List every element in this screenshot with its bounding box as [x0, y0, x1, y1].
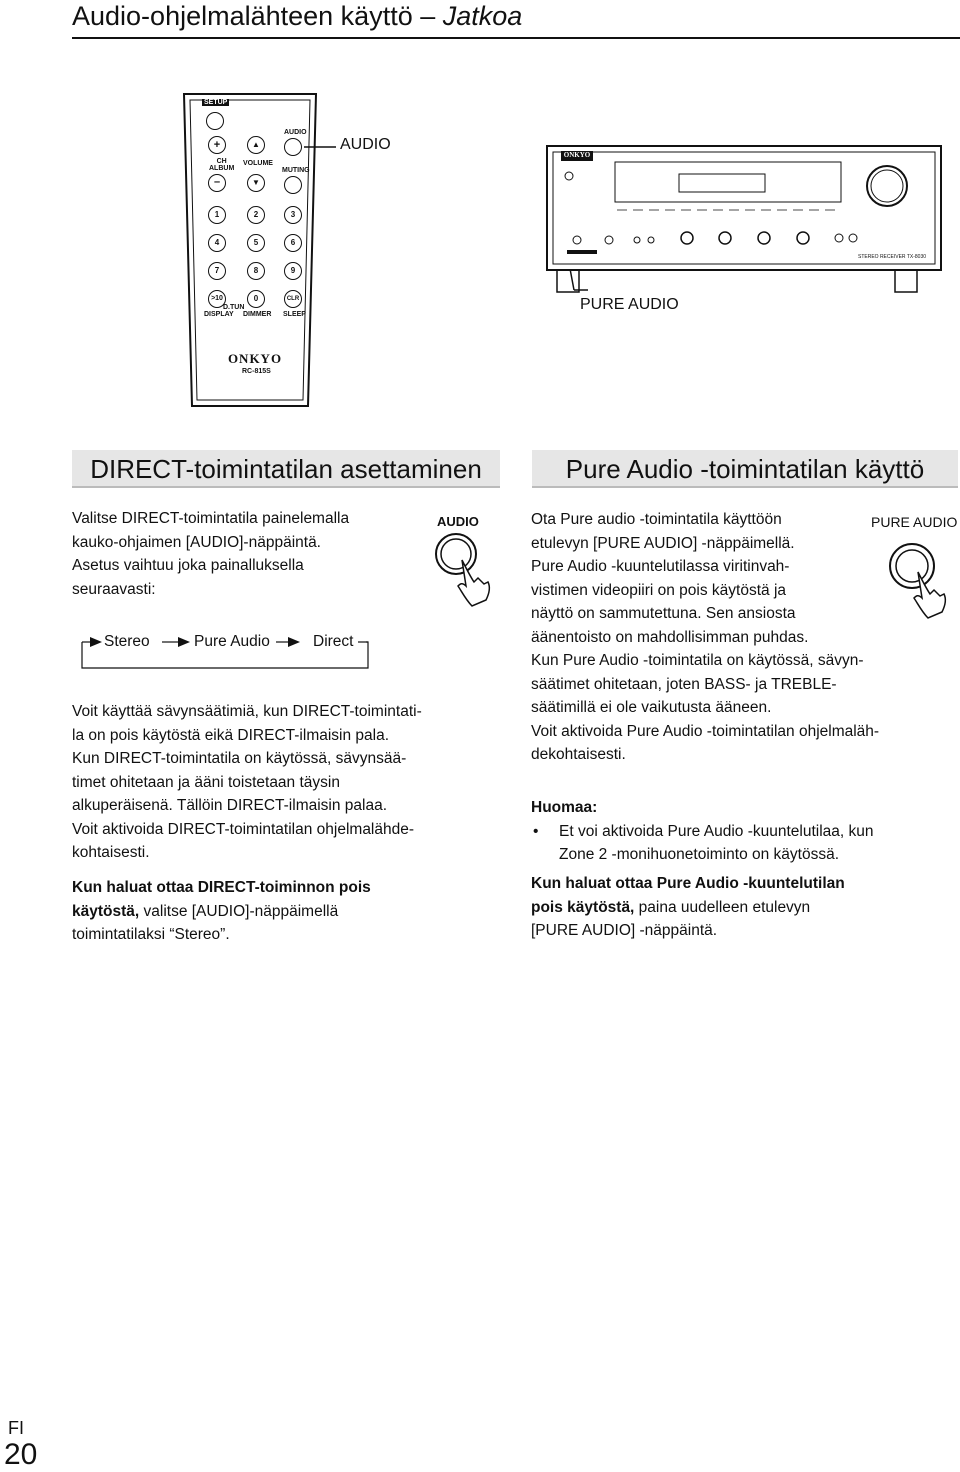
left-desc-line: kohtaisesti. — [72, 844, 150, 861]
right-desc-line: Ota Pure audio -toimintatila käyttöön — [531, 511, 782, 528]
digit-label: 7 — [214, 266, 220, 275]
digit-label: 2 — [253, 210, 259, 219]
down-glyph: ▼ — [252, 178, 260, 187]
audio-button-press-icon — [432, 530, 502, 610]
receiver-model-prefix: STEREO RECEIVER — [858, 254, 906, 260]
channel-up-button[interactable] — [208, 136, 226, 154]
left-description — [72, 700, 502, 865]
digit-0-button[interactable] — [247, 290, 265, 308]
digit-label: 0 — [253, 294, 259, 303]
left-intro-line: kauko-ohjaimen [AUDIO]-näppäintä. — [72, 533, 321, 551]
digit-7-button[interactable] — [208, 262, 226, 280]
right-notes — [531, 796, 959, 867]
right-disable-text: paina uudelleen etulevyn — [634, 898, 811, 916]
left-section-title: DIRECT-toimintatilan asettaminen — [90, 454, 482, 484]
left-desc-line: alkuperäisenä. Tällöin DIRECT-ilmaisin palaa. — [72, 797, 388, 814]
page-number: 20 — [4, 1438, 38, 1471]
right-desc-line: näyttö on sammutettuna. Sen ansiosta — [531, 605, 796, 622]
receiver-brand-logo: ONKYO — [563, 151, 591, 159]
note-item — [559, 820, 959, 867]
dimmer-label: DIMMER — [243, 311, 272, 318]
left-disable-bold: Kun haluat ottaa DIRECT-toiminnon pois — [72, 879, 371, 896]
right-description — [531, 508, 959, 767]
digit-label: 1 — [214, 210, 220, 219]
digit-label: 5 — [253, 238, 259, 247]
right-section-title: Pure Audio -toimintatilan käyttö — [565, 454, 925, 484]
left-disable-text: valitse [AUDIO]-näppäimellä — [139, 902, 339, 920]
left-intro-line: Asetus vaihtuu joka painalluksella — [72, 557, 304, 574]
up-glyph: ▲ — [252, 140, 260, 149]
pure-audio-button-label: PURE AUDIO — [871, 514, 958, 530]
audio-label: AUDIO — [284, 129, 307, 136]
right-desc-line: äänentoisto on mahdollisimman puhdas. — [531, 628, 809, 646]
setup-label: SETUP — [204, 99, 228, 106]
setup-button[interactable] — [206, 112, 224, 130]
right-disable-bold: Kun haluat ottaa Pure Audio -kuuntelutilan — [531, 875, 845, 892]
right-desc-line: Kun Pure Audio -toimintatila on käytössä, sävyn- — [531, 652, 864, 669]
right-section-header — [532, 450, 958, 488]
digit-2-button[interactable] — [247, 206, 265, 224]
header-rule — [72, 37, 960, 39]
dtun-label: D.TUN — [223, 304, 245, 311]
callout-pure-audio: PURE AUDIO — [580, 296, 679, 313]
right-disable-text: [PURE AUDIO] -näppäintä. — [531, 922, 718, 939]
remote-brand-logo: ONKYO — [227, 351, 283, 366]
flow-pure-audio: Pure Audio — [194, 633, 270, 650]
digit-4-button[interactable] — [208, 234, 226, 252]
right-desc-line: säätimillä ei ole vaikutusta ääneen. — [531, 699, 772, 716]
remote-model-label: RC-815S — [242, 368, 271, 375]
right-desc-line: dekohtaisesti. — [531, 746, 626, 763]
note-list — [531, 820, 959, 867]
left-intro — [72, 507, 432, 601]
clr-label: CLR — [286, 296, 300, 302]
muting-label: MUTING — [282, 167, 310, 174]
left-intro-line: seuraavasti: — [72, 580, 156, 598]
left-desc-line: Voit aktivoida DIRECT-toimintatilan ohjelmalähde- — [72, 820, 415, 838]
note-line: Zone 2 -monihuonetoiminto on käytössä. — [559, 846, 840, 863]
ch-album-label: CH ALBUM — [209, 158, 235, 172]
receiver-model-name: TX-8030 — [906, 254, 927, 260]
page-title-main: Audio-ohjelmalähteen käyttö – — [72, 1, 443, 31]
digit-8-button[interactable] — [247, 262, 265, 280]
note-line: Et voi aktivoida Pure Audio -kuuntelutilaa, kun — [559, 822, 874, 840]
right-desc-line: vistimen videopiiri on pois käytöstä ja — [531, 581, 787, 599]
audio-button-label: AUDIO — [437, 514, 479, 529]
flow-direct: Direct — [313, 633, 354, 650]
minus-glyph: – — [213, 176, 221, 188]
left-intro-line: Valitse DIRECT-toimintatila painelemalla — [72, 510, 350, 527]
volume-down-button[interactable] — [247, 174, 265, 192]
sleep-label: SLEEP — [283, 311, 306, 318]
right-desc-line: säätimet ohitetaan, joten BASS- ja TREBLE- — [531, 675, 837, 693]
volume-up-button[interactable] — [247, 136, 265, 154]
right-desc-line: Voit aktivoida Pure Audio -toimintatilan ohjelmaläh- — [531, 722, 880, 740]
volume-label: VOLUME — [243, 160, 273, 167]
left-disable-text: toimintatilaksi “Stereo”. — [72, 926, 230, 943]
left-desc-line: Voit käyttää sävynsäätimiä, kun DIRECT-toimintati- — [72, 703, 422, 720]
digit-5-button[interactable] — [247, 234, 265, 252]
right-disable-bold: pois käytöstä, — [531, 898, 635, 916]
digit-label: 6 — [290, 238, 296, 247]
digit-label: 9 — [290, 266, 296, 275]
digit-1-button[interactable] — [208, 206, 226, 224]
left-section-header — [72, 450, 500, 488]
digit-label: 3 — [290, 210, 296, 219]
channel-down-button[interactable] — [208, 174, 226, 192]
left-desc-line: timet ohitetaan ja ääni toistetaan täysin — [72, 773, 340, 791]
plus-glyph: + — [213, 139, 221, 151]
flow-stereo: Stereo — [104, 633, 150, 650]
page-title-continued: Jatkoa — [442, 1, 523, 31]
display-label: DISPLAY — [204, 311, 234, 318]
callout-audio: AUDIO — [340, 136, 391, 153]
digit-label: 8 — [253, 266, 259, 275]
left-disable-bold: käytöstä, — [72, 902, 140, 920]
right-desc-line: etulevyn [PURE AUDIO] -näppäimellä. — [531, 534, 795, 552]
page-title — [72, 0, 522, 32]
left-disable-instructions — [72, 876, 502, 947]
left-desc-line: la on pois käytöstä eikä DIRECT-ilmaisin pala. — [72, 726, 390, 744]
receiver-model — [858, 254, 926, 260]
receiver-illustration — [545, 142, 945, 302]
language-code: FI — [8, 1418, 24, 1438]
right-disable-instructions — [531, 872, 959, 943]
digit-label: 4 — [214, 238, 220, 247]
note-heading: Huomaa: — [531, 799, 598, 816]
left-desc-line: Kun DIRECT-toimintatila on käytössä, sävynsää- — [72, 750, 407, 767]
right-desc-line: Pure Audio -kuuntelutilassa viritinvah- — [531, 558, 790, 575]
gt10-label: >10 — [211, 295, 223, 302]
